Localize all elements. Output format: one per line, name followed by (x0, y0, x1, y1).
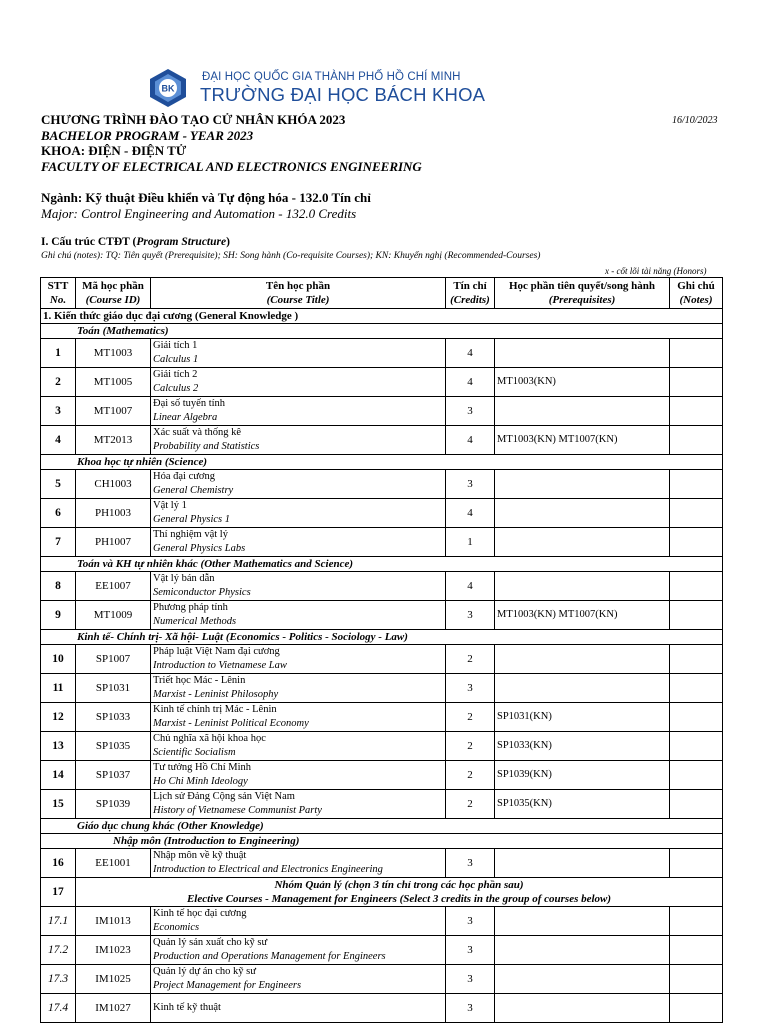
group-mathematics-label: Toán (Mathematics) (77, 325, 169, 337)
course-title-en: History of Vietnamese Communist Party (153, 805, 322, 816)
elective-caption-en: Elective Courses - Management for Engineers (Select 3 credits in the group of courses below) (186, 893, 612, 905)
course-prerequisites (495, 849, 670, 878)
course-title-vn: Giải tích 1 (153, 340, 198, 351)
course-notes (670, 703, 723, 732)
course-title (151, 499, 446, 528)
course-prerequisites (495, 339, 670, 368)
course-title-vn: Giải tích 2 (153, 369, 198, 380)
course-stt: 10 (41, 645, 76, 674)
course-id: IM1013 (76, 907, 151, 936)
group-mathematics (41, 324, 723, 339)
course-title-vn: Triết học Mác - Lênin (153, 675, 246, 686)
table-row (41, 849, 723, 878)
course-title-vn: Đại số tuyến tính (153, 398, 226, 409)
course-title-en: Probability and Statistics (153, 441, 260, 452)
course-credits: 3 (446, 907, 495, 936)
course-title-en: General Chemistry (153, 485, 234, 496)
course-stt: 9 (41, 601, 76, 630)
course-title-vn: Kinh tế chính trị Mác - Lênin (153, 704, 277, 715)
course-credits: 2 (446, 761, 495, 790)
course-id: EE1007 (76, 572, 151, 601)
program-title-en: BACHELOR PROGRAM - YEAR 2023 (41, 128, 254, 143)
course-title-vn: Xác suất và thống kê (153, 427, 242, 438)
course-credits: 3 (446, 470, 495, 499)
document-date: 16/10/2023 (672, 115, 718, 126)
course-stt: 17.1 (41, 907, 76, 936)
course-title-en: Linear Algebra (153, 412, 218, 423)
course-credits: 4 (446, 368, 495, 397)
course-notes (670, 339, 723, 368)
program-title-vn: CHƯƠNG TRÌNH ĐÀO TẠO CỬ NHÂN KHÓA 2023 (41, 112, 346, 127)
course-title (151, 936, 446, 965)
course-credits: 4 (446, 572, 495, 601)
structure-heading-close: ) (226, 236, 230, 248)
course-title-en: Numerical Methods (153, 616, 237, 627)
header-course-id: Mã học phần (Course ID) (76, 278, 151, 309)
course-credits: 2 (446, 703, 495, 732)
course-notes (670, 994, 723, 1023)
course-id: SP1007 (76, 645, 151, 674)
header-credits: Tín chỉ (Credits) (446, 278, 495, 309)
table-row (41, 470, 723, 499)
course-title-en: Project Management for Engineers (153, 980, 302, 991)
table-row (41, 761, 723, 790)
course-prerequisites: SP1033(KN) (495, 732, 670, 761)
course-title-vn: Phương pháp tính (153, 602, 228, 613)
course-prerequisites (495, 499, 670, 528)
table-row (41, 426, 723, 455)
faculty-en: FACULTY OF ELECTRICAL AND ELECTRONICS ENGINEERING (41, 159, 422, 174)
course-notes (670, 674, 723, 703)
course-id: EE1001 (76, 849, 151, 878)
course-prerequisites (495, 994, 670, 1023)
course-id: PH1007 (76, 528, 151, 557)
course-title-en: Introduction to Vietnamese Law (153, 660, 287, 671)
university-logo (148, 68, 486, 110)
course-credits: 4 (446, 426, 495, 455)
course-notes (670, 936, 723, 965)
course-credits: 3 (446, 994, 495, 1023)
course-title-vn: Kinh tế kỹ thuật (153, 1002, 221, 1013)
course-stt: 2 (41, 368, 76, 397)
major-vn: Ngành: Kỹ thuật Điều khiển và Tự động hóa - 132.0 Tín chỉ (41, 190, 371, 205)
course-prerequisites (495, 645, 670, 674)
course-title-vn: Kinh tế học đại cương (153, 908, 247, 919)
table-row (41, 907, 723, 936)
abbreviation-notes: Ghi chú (notes): TQ: Tiên quyết (Prerequisite); SH: Song hành (Co-requisite Courses); KN: Khuyến nghị (Recommended-Courses) (41, 251, 541, 261)
course-notes (670, 645, 723, 674)
structure-heading-en: Program Structure (136, 236, 227, 248)
course-id: MT1009 (76, 601, 151, 630)
table-row (41, 994, 723, 1023)
header-prerequisites: Học phần tiên quyết/song hành (Prerequisites) (495, 278, 670, 309)
course-credits: 4 (446, 499, 495, 528)
course-prerequisites: MT1003(KN) MT1007(KN) (495, 601, 670, 630)
logo-national-university: ĐẠI HỌC QUỐC GIA THÀNH PHỐ HỒ CHÍ MINH (202, 71, 461, 83)
course-title (151, 470, 446, 499)
course-credits: 3 (446, 965, 495, 994)
table-row (41, 732, 723, 761)
course-title-en: Ho Chi Minh Ideology (153, 776, 248, 787)
course-stt: 14 (41, 761, 76, 790)
course-id: CH1003 (76, 470, 151, 499)
course-notes (670, 790, 723, 819)
table-row (41, 790, 723, 819)
course-id: SP1037 (76, 761, 151, 790)
course-stt: 8 (41, 572, 76, 601)
course-credits: 1 (446, 528, 495, 557)
course-id: MT2013 (76, 426, 151, 455)
course-stt: 12 (41, 703, 76, 732)
course-prerequisites: MT1003(KN) MT1007(KN) (495, 426, 670, 455)
course-title-en: Marxist - Leninist Political Economy (153, 718, 309, 729)
course-id: MT1005 (76, 368, 151, 397)
course-notes (670, 761, 723, 790)
course-stt: 4 (41, 426, 76, 455)
course-id: IM1023 (76, 936, 151, 965)
course-title (151, 994, 446, 1023)
course-id: MT1003 (76, 339, 151, 368)
group-other-math-science-label: Toán và KH tự nhiên khác (Other Mathematics and Science) (77, 558, 354, 570)
course-title (151, 965, 446, 994)
course-title-vn: Tư tưởng Hồ Chí Minh (153, 762, 252, 773)
course-title (151, 790, 446, 819)
faculty-vn: KHOA: ĐIỆN - ĐIỆN TỬ (41, 143, 187, 158)
course-title (151, 849, 446, 878)
program-structure-heading (41, 236, 230, 248)
course-stt: 17.3 (41, 965, 76, 994)
table-row (41, 703, 723, 732)
course-stt: 6 (41, 499, 76, 528)
major-en: Major: Control Engineering and Automation - 132.0 Credits (41, 206, 357, 221)
course-title (151, 601, 446, 630)
course-notes (670, 470, 723, 499)
section-label: 1. Kiến thức giáo dục đại cương (General Knowledge ) (41, 309, 723, 324)
course-credits: 2 (446, 645, 495, 674)
course-stt: 7 (41, 528, 76, 557)
course-title-vn: Nhập môn về kỹ thuật (153, 850, 247, 861)
table-row (41, 674, 723, 703)
course-title-vn: Thí nghiệm vật lý (153, 529, 228, 540)
course-prerequisites: SP1039(KN) (495, 761, 670, 790)
course-title-vn: Pháp luật Việt Nam đại cương (153, 646, 280, 657)
logo-badge-text: BK (161, 83, 175, 94)
course-prerequisites (495, 907, 670, 936)
course-title-en: Introduction to Electrical and Electronics Engineering (153, 864, 383, 875)
course-notes (670, 849, 723, 878)
course-stt: 3 (41, 397, 76, 426)
course-notes (670, 397, 723, 426)
group-economics-politics-label: Kinh tế- Chính trị- Xã hội- Luật (Economics - Politics - Sociology - Law) (77, 631, 408, 643)
course-prerequisites: SP1031(KN) (495, 703, 670, 732)
course-title (151, 674, 446, 703)
course-prerequisites (495, 470, 670, 499)
course-prerequisites (495, 674, 670, 703)
course-stt: 16 (41, 849, 76, 878)
group-science-label: Khoa học tự nhiên (Science) (77, 456, 208, 468)
course-title-vn: Chủ nghĩa xã hội khoa học (153, 733, 266, 744)
course-prerequisites (495, 572, 670, 601)
table-row (41, 601, 723, 630)
logo-university-name: TRƯỜNG ĐẠI HỌC BÁCH KHOA (200, 84, 486, 105)
course-stt: 13 (41, 732, 76, 761)
table-row (41, 368, 723, 397)
course-notes (670, 907, 723, 936)
course-prerequisites: SP1035(KN) (495, 790, 670, 819)
course-title-en: Marxist - Leninist Philosophy (153, 689, 279, 700)
course-prerequisites (495, 528, 670, 557)
course-title (151, 907, 446, 936)
course-credits: 3 (446, 849, 495, 878)
course-title-en: Economics (153, 922, 200, 933)
course-stt: 17.4 (41, 994, 76, 1023)
course-title-vn: Vật lý 1 (153, 500, 187, 511)
curriculum-table (40, 277, 723, 1023)
elective-stt: 17 (41, 878, 76, 907)
course-credits: 3 (446, 397, 495, 426)
course-notes (670, 732, 723, 761)
course-credits: 4 (446, 339, 495, 368)
table-row (41, 499, 723, 528)
course-notes (670, 601, 723, 630)
course-title (151, 528, 446, 557)
course-notes (670, 572, 723, 601)
group-economics-politics (41, 630, 723, 645)
course-id: IM1027 (76, 994, 151, 1023)
course-title-en: General Physics Labs (153, 543, 246, 554)
header-notes: Ghi chú (Notes) (670, 278, 723, 309)
course-prerequisites (495, 936, 670, 965)
course-credits: 3 (446, 601, 495, 630)
course-title-en: Production and Operations Management for Engineers (153, 951, 386, 962)
table-row (41, 339, 723, 368)
course-id: SP1031 (76, 674, 151, 703)
honors-note: x - cốt lõi tài năng (Honors) (605, 266, 707, 276)
course-title-vn: Vật lý bán dẫn (153, 573, 215, 584)
course-title-en: Semiconductor Physics (153, 587, 251, 598)
course-title (151, 397, 446, 426)
course-title (151, 732, 446, 761)
course-notes (670, 965, 723, 994)
group-introduction-engineering-label: Nhập môn (Introduction to Engineering) (113, 835, 300, 847)
course-credits: 3 (446, 936, 495, 965)
course-prerequisites (495, 965, 670, 994)
table-row (41, 528, 723, 557)
course-title (151, 761, 446, 790)
table-row (41, 965, 723, 994)
course-id: SP1033 (76, 703, 151, 732)
course-title-en: Calculus 2 (153, 383, 199, 394)
table-row (41, 397, 723, 426)
course-title (151, 368, 446, 397)
course-title (151, 645, 446, 674)
course-title (151, 426, 446, 455)
group-other-knowledge-label: Giáo dục chung khác (Other Knowledge) (77, 820, 264, 832)
elective-caption (76, 878, 723, 907)
course-stt: 15 (41, 790, 76, 819)
group-other-knowledge (41, 819, 723, 834)
course-credits: 3 (446, 674, 495, 703)
group-introduction-engineering (41, 834, 723, 849)
table-row (41, 936, 723, 965)
course-stt: 11 (41, 674, 76, 703)
course-id: PH1003 (76, 499, 151, 528)
group-other-math-science (41, 557, 723, 572)
course-notes (670, 426, 723, 455)
course-title-vn: Lịch sử Đảng Cộng sản Việt Nam (153, 791, 295, 802)
course-credits: 2 (446, 790, 495, 819)
course-title-en: General Physics 1 (153, 514, 230, 525)
course-title-en: Scientific Socialism (153, 747, 236, 758)
course-notes (670, 499, 723, 528)
course-prerequisites (495, 397, 670, 426)
section-general-knowledge (41, 309, 723, 324)
elective-caption-vn: Nhóm Quản lý (chọn 3 tín chỉ trong các học phần sau) (274, 879, 524, 891)
course-id: SP1039 (76, 790, 151, 819)
course-notes (670, 368, 723, 397)
course-id: SP1035 (76, 732, 151, 761)
course-id: IM1025 (76, 965, 151, 994)
course-title-en: Calculus 1 (153, 354, 199, 365)
course-stt: 17.2 (41, 936, 76, 965)
table-row (41, 572, 723, 601)
group-science (41, 455, 723, 470)
course-title (151, 703, 446, 732)
course-title (151, 339, 446, 368)
course-title (151, 572, 446, 601)
course-prerequisites: MT1003(KN) (495, 368, 670, 397)
table-row (41, 645, 723, 674)
course-title-vn: Quản lý dự án cho kỹ sư (153, 966, 256, 977)
elective-group-row (41, 878, 723, 907)
course-stt: 5 (41, 470, 76, 499)
header-stt: STT No. (41, 278, 76, 309)
course-stt: 1 (41, 339, 76, 368)
table-header-row (41, 278, 723, 309)
bk-logo-icon (148, 68, 188, 108)
structure-heading-vn: I. Cấu trúc CTĐT ( (41, 236, 137, 248)
course-credits: 2 (446, 732, 495, 761)
course-notes (670, 528, 723, 557)
course-title-vn: Hóa đại cương (153, 471, 215, 482)
course-title-vn: Quản lý sản xuất cho kỹ sư (153, 937, 268, 948)
header-course-title: Tên học phần (Course Title) (151, 278, 446, 309)
course-id: MT1007 (76, 397, 151, 426)
